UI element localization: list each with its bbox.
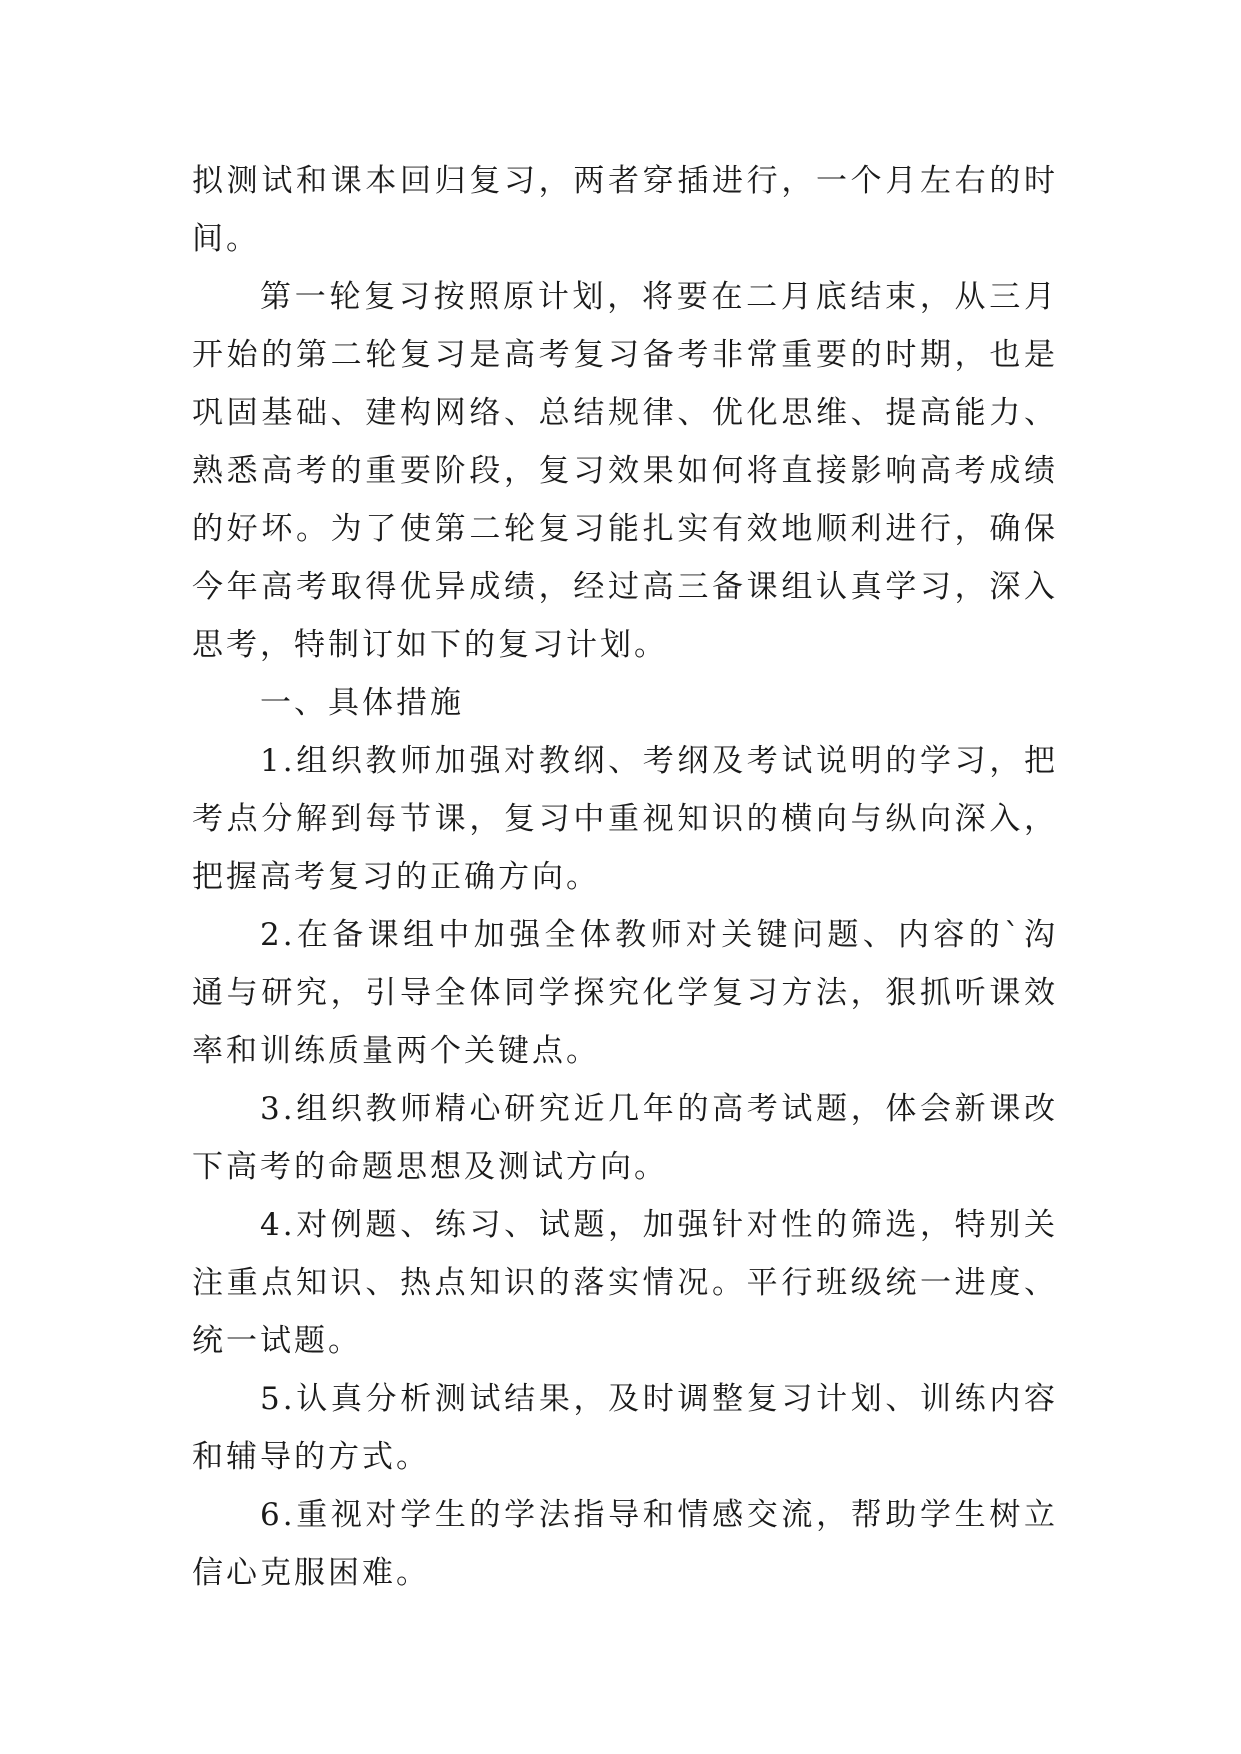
measure-item-5: 5.认真分析测试结果，及时调整复习计划、训练内容和辅导的方式。 <box>192 1381 1058 1475</box>
measure-item-1: 1.组织教师加强对教纲、考纲及考试说明的学习，把考点分解到每节课，复习中重视知识的横向与纵向深入，把握高考复习的正确方向。 <box>192 743 1058 895</box>
paragraph-continuation: 拟测试和课本回归复习，两者穿插进行，一个月左右的时间。 <box>192 163 1058 257</box>
section-heading-measures: 一、具体措施 <box>260 685 464 721</box>
measure-item-3: 3.组织教师精心研究近几年的高考试题，体会新课改下高考的命题思想及测试方向。 <box>192 1091 1058 1185</box>
measure-item-4: 4.对例题、练习、试题，加强针对性的筛选，特别关注重点知识、热点知识的落实情况。平行班级统一进度、统一试题。 <box>192 1207 1058 1359</box>
measure-item-2: 2.在备课组中加强全体教师对关键问题、内容的`沟通与研究，引导全体同学探究化学复习方法，狠抓听课效率和训练质量两个关键点。 <box>192 917 1058 1069</box>
document-body <box>192 152 1058 1602</box>
paragraph-intro: 第一轮复习按照原计划，将要在二月底结束，从三月开始的第二轮复习是高考复习备考非常重要的时期，也是巩固基础、建构网络、总结规律、优化思维、提高能力、熟悉高考的重要阶段，复习效果如何将直接影响高考成绩的好坏。为了使第二轮复习能扎实有效地顺利进行，确保今年高考取得优异成绩，经过高三备课组认真学习，深入思考，特制订如下的复习计划。 <box>192 279 1058 663</box>
measure-item-6: 6.重视对学生的学法指导和情感交流，帮助学生树立信心克服困难。 <box>192 1497 1058 1591</box>
